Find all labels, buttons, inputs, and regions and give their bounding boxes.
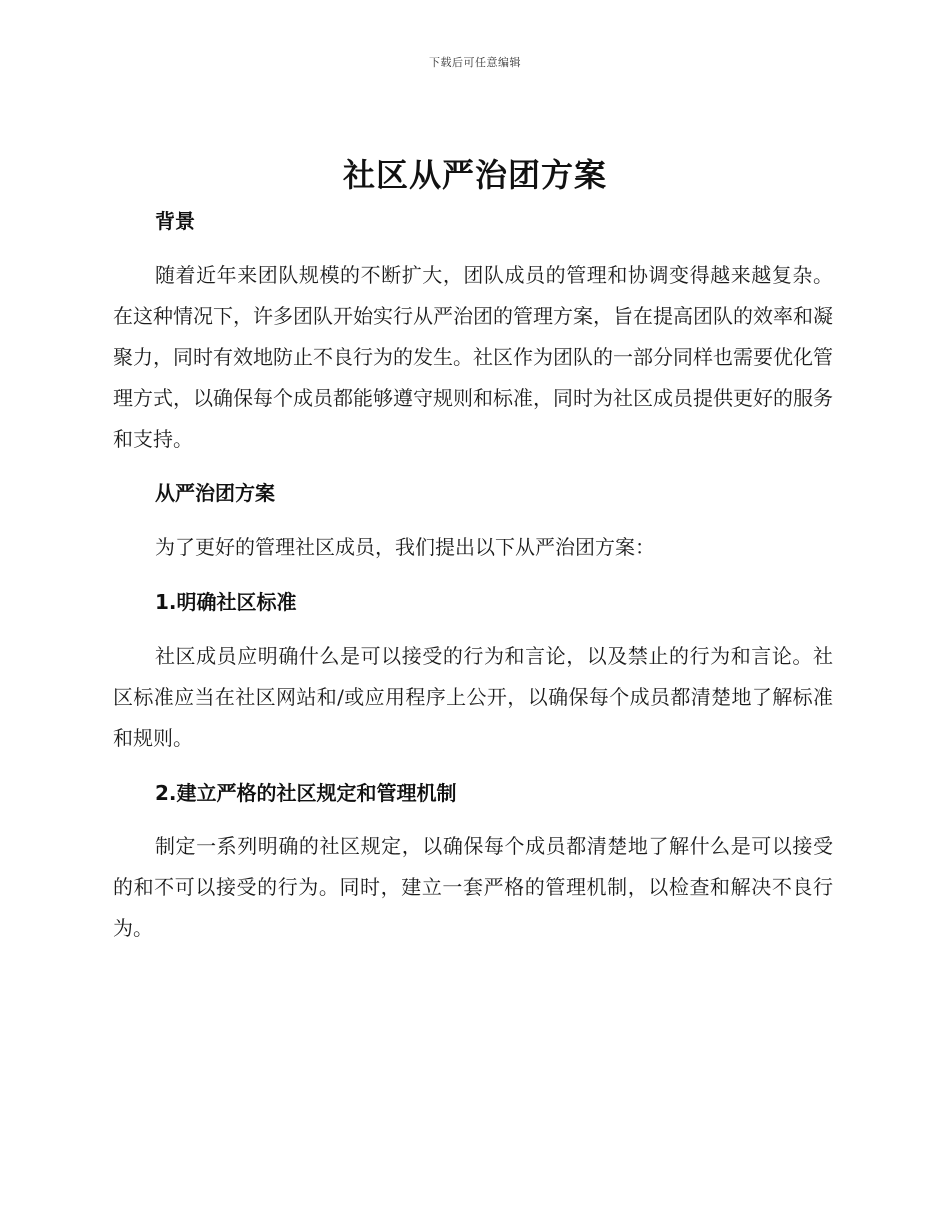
section-heading-rules-mechanism: 2.建立严格的社区规定和管理机制 — [155, 781, 457, 805]
section-paragraph-plan-intro: 为了更好的管理社区成员，我们提出以下从严治团方案： — [155, 535, 655, 559]
page-header-note: 下载后可任意编辑 — [429, 56, 521, 69]
section-paragraph-standards: 社区成员应明确什么是可以接受的行为和言论，以及禁止的行为和言论。社区标准应当在社区网站和/或应用程序上公开，以确保每个成员都清楚地了解标准和规则。 — [113, 644, 833, 750]
document-title: 社区从严治团方案 — [342, 156, 607, 194]
section-heading-plan: 从严治团方案 — [155, 481, 275, 505]
section-paragraph-background: 随着近年来团队规模的不断扩大，团队成员的管理和协调变得越来越复杂。在这种情况下，许多团队开始实行从严治团的管理方案，旨在提高团队的效率和凝聚力，同时有效地防止不良行为的发生。社区作为团队的一部分同样也需要优化管理方式，以确保每个成员都能够遵守规则和标准，同时为社区成员提供更好的服务和支持。 — [113, 263, 833, 451]
document-body — [113, 201, 833, 949]
section-heading-background: 背景 — [155, 209, 195, 233]
section-heading-standards: 1.明确社区标准 — [155, 590, 297, 614]
section-paragraph-rules-mechanism: 制定一系列明确的社区规定，以确保每个成员都清楚地了解什么是可以接受的和不可以接受的行为。同时，建立一套严格的管理机制，以检查和解决不良行为。 — [113, 834, 833, 940]
